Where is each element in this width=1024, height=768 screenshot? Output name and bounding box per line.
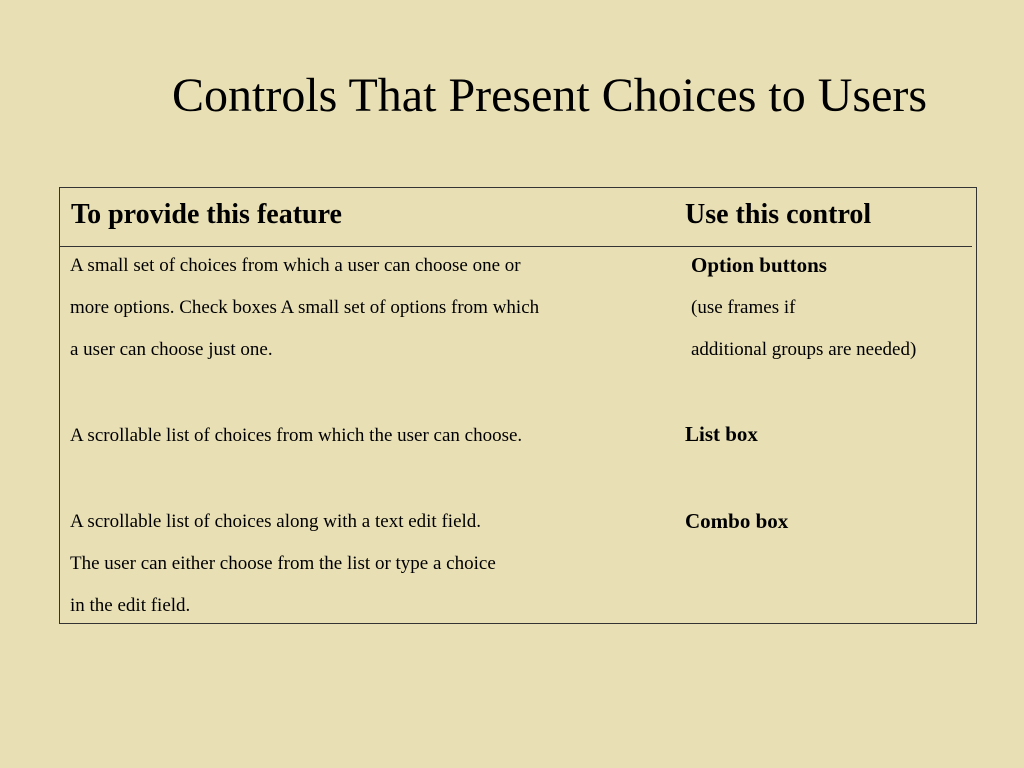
row-combo-box-feature-line-1: A scrollable list of choices along with a text edit field.: [70, 511, 482, 532]
row-list-box-feature-line-1: A scrollable list of choices from which the user can choose.: [70, 425, 523, 446]
row-combo-box-feature-line-3: in the edit field.: [70, 595, 191, 616]
header-divider: [60, 246, 972, 247]
control-option-buttons-note-2: additional groups are needed): [691, 339, 917, 360]
row-combo-box-feature-line-2: The user can either choose from the list or type a choice: [70, 553, 496, 574]
control-option-buttons-note-1: (use frames if: [691, 297, 796, 318]
header-feature: To provide this feature: [71, 199, 342, 230]
row-option-buttons-feature-line-1: A small set of choices from which a user can choose one or: [70, 255, 521, 276]
control-list-box: List box: [685, 422, 758, 446]
choices-table: [59, 187, 977, 624]
row-option-buttons-feature-line-2: more options. Check boxes A small set of options from which: [70, 297, 540, 318]
slide-title: Controls That Present Choices to Users: [172, 69, 928, 122]
control-option-buttons: Option buttons: [691, 253, 827, 277]
row-option-buttons-feature-line-3: a user can choose just one.: [70, 339, 273, 360]
header-control: Use this control: [685, 199, 872, 230]
control-combo-box: Combo box: [685, 509, 789, 533]
